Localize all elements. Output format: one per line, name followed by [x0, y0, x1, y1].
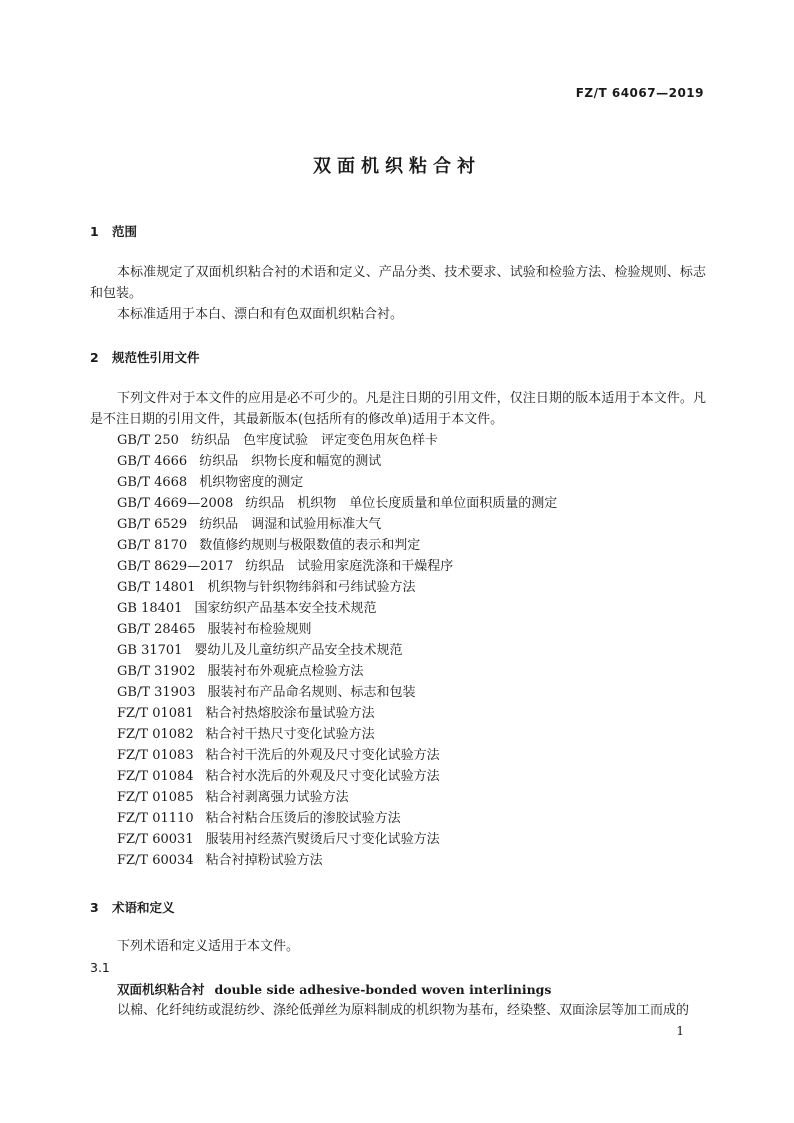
- reference-title: 婴幼儿及儿童纺织产品安全技术规范: [194, 643, 403, 658]
- reference-code: GB/T 4669—2008: [117, 496, 234, 511]
- reference-item: [117, 556, 557, 577]
- reference-title: 纺织品 试验用家庭洗涤和干燥程序: [245, 559, 454, 574]
- reference-title: 粘合衬干热尺寸变化试验方法: [205, 727, 375, 742]
- reference-item: [117, 535, 557, 556]
- reference-title: 数值修约规则与极限数值的表示和判定: [199, 538, 421, 553]
- reference-item: [117, 829, 557, 850]
- term-definition: 以棉、化纤纯纺或混纺纱、涤纶低弹丝为原料制成的机织物为基布，经染整、双面涂层等加工而成的: [117, 1003, 690, 1018]
- normative-references-list: [117, 430, 557, 871]
- section-title: 规范性引用文件: [112, 350, 200, 365]
- section-1-heading: [90, 222, 137, 240]
- reference-title: 粘合衬热熔胶涂布量试验方法: [205, 706, 375, 721]
- reference-title: 服装衬布检验规则: [207, 622, 312, 637]
- reference-item: [117, 724, 557, 745]
- reference-item: [117, 745, 557, 766]
- section-number: 3: [90, 900, 99, 915]
- reference-code: GB/T 8170: [117, 538, 188, 553]
- reference-title: 机织物密度的测定: [199, 475, 304, 490]
- reference-item: [117, 619, 557, 640]
- reference-item: [117, 493, 557, 514]
- reference-code: GB 18401: [117, 601, 183, 616]
- clause-number: 3.1: [90, 960, 110, 975]
- scope-paragraph-2: 本标准适用于本白、漂白和有色双面机织粘合衬。: [117, 307, 404, 322]
- reference-code: FZ/T 01084: [117, 769, 194, 784]
- reference-code: GB/T 8629—2017: [117, 559, 234, 574]
- reference-item: [117, 514, 557, 535]
- reference-code: GB/T 4668: [117, 475, 188, 490]
- reference-title: 粘合衬掉粉试验方法: [205, 853, 323, 868]
- reference-title: 服装衬布产品命名规则、标志和包装: [207, 685, 416, 700]
- reference-item: [117, 598, 557, 619]
- section-title: 范围: [112, 224, 138, 239]
- section-number: 1: [90, 224, 99, 239]
- reference-code: GB/T 31902: [117, 664, 196, 679]
- reference-item: [117, 808, 557, 829]
- section-number: 2: [90, 350, 99, 365]
- reference-title: 粘合衬水洗后的外观及尺寸变化试验方法: [205, 769, 440, 784]
- reference-item: [117, 850, 557, 871]
- reference-title: 国家纺织产品基本安全技术规范: [194, 601, 377, 616]
- reference-item: [117, 703, 557, 724]
- page-number: 1: [676, 1024, 684, 1038]
- reference-title: 粘合衬干洗后的外观及尺寸变化试验方法: [205, 748, 440, 763]
- reference-item: [117, 640, 557, 661]
- references-intro: 下列文件对于本文件的应用是必不可少的。凡是注日期的引用文件，仅注日期的版本适用于本文件。凡是不注日期的引用文件，其最新版本(包括所有的修改单)适用于本文件。: [90, 391, 706, 427]
- reference-code: FZ/T 01110: [117, 811, 194, 826]
- reference-title: 服装用衬经蒸汽熨烫后尺寸变化试验方法: [205, 832, 440, 847]
- section-3-heading: [90, 898, 175, 916]
- reference-code: GB/T 28465: [117, 622, 196, 637]
- section-2-heading: [90, 348, 200, 366]
- reference-item: [117, 451, 557, 472]
- reference-code: GB/T 4666: [117, 454, 188, 469]
- reference-title: 粘合衬剥离强力试验方法: [205, 790, 349, 805]
- document-title: 双面机织粘合衬: [313, 156, 481, 177]
- reference-item: [117, 787, 557, 808]
- term-entry: [117, 980, 551, 998]
- reference-item: [117, 577, 557, 598]
- reference-item: [117, 661, 557, 682]
- reference-title: 粘合衬粘合压烫后的渗胶试验方法: [205, 811, 401, 826]
- reference-title: 纺织品 机织物 单位长度质量和单位面积质量的测定: [245, 496, 558, 511]
- reference-code: GB/T 31903: [117, 685, 196, 700]
- standard-code: FZ/T 64067—2019: [575, 86, 704, 100]
- scope-paragraph-1: 本标准规定了双面机织粘合衬的术语和定义、产品分类、技术要求、试验和检验方法、检验规则、标志和包装。: [90, 265, 706, 301]
- reference-code: FZ/T 01085: [117, 790, 194, 805]
- reference-title: 纺织品 织物长度和幅宽的测试: [199, 454, 382, 469]
- term-chinese: 双面机织粘合衬: [117, 982, 205, 997]
- reference-title: 纺织品 调湿和试验用标准大气: [199, 517, 382, 532]
- reference-item: [117, 766, 557, 787]
- reference-item: [117, 430, 557, 451]
- reference-item: [117, 472, 557, 493]
- reference-code: GB/T 250: [117, 433, 179, 448]
- terms-intro: 下列术语和定义适用于本文件。: [117, 939, 300, 954]
- reference-code: GB/T 14801: [117, 580, 196, 595]
- term-english: double side adhesive-bonded woven interlinings: [214, 982, 552, 997]
- reference-title: 纺织品 色牢度试验 评定变色用灰色样卡: [190, 433, 438, 448]
- reference-code: GB 31701: [117, 643, 183, 658]
- reference-code: FZ/T 01082: [117, 727, 194, 742]
- reference-code: FZ/T 60034: [117, 853, 194, 868]
- section-title: 术语和定义: [112, 900, 175, 915]
- reference-code: GB/T 6529: [117, 517, 188, 532]
- reference-code: FZ/T 01083: [117, 748, 194, 763]
- reference-title: 机织物与针织物纬斜和弓纬试验方法: [207, 580, 416, 595]
- reference-title: 服装衬布外观疵点检验方法: [207, 664, 364, 679]
- reference-code: FZ/T 60031: [117, 832, 194, 847]
- reference-item: [117, 682, 557, 703]
- reference-code: FZ/T 01081: [117, 706, 194, 721]
